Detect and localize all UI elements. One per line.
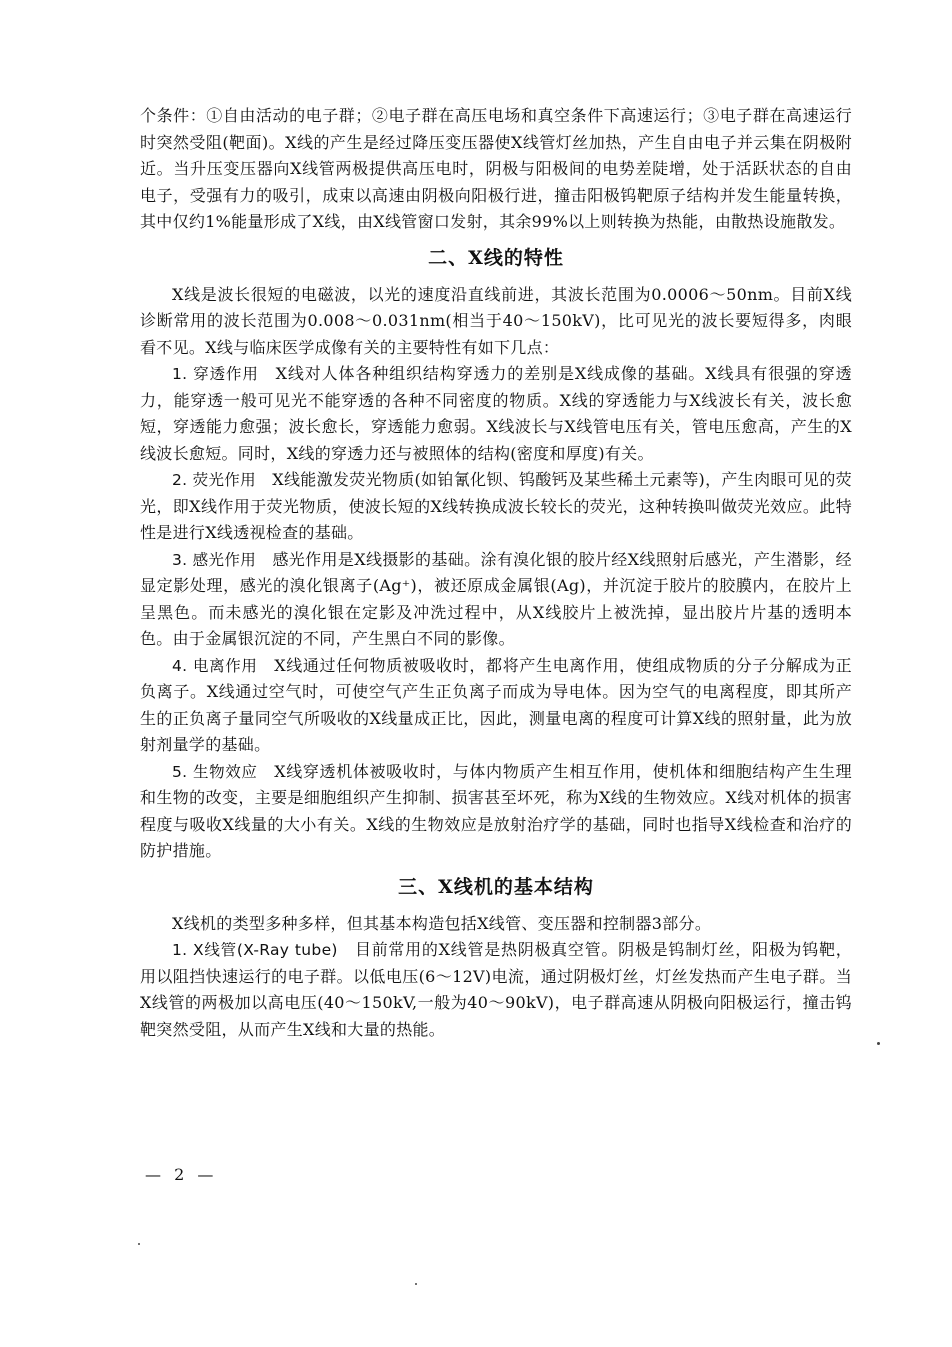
- section-heading-structure: 三、X线机的基本结构: [398, 875, 594, 898]
- document-page: [140, 103, 852, 1043]
- list-item: [140, 937, 852, 1043]
- page-number: — 2 —: [145, 1165, 218, 1184]
- item-label: 5. 生物效应: [172, 762, 258, 781]
- item-text: X线能激发荧光物质(如铂氰化钡、钨酸钙及某些稀土元素等)，产生肉眼可见的荧光，即X线作用于荧光物质，使波长短的X线转换成波长较长的荧光，这种转换叫做荧光效应。此特性是进行X线透视检查的基础。: [140, 470, 852, 542]
- scan-speck: [138, 1243, 140, 1245]
- item-label: 3. 感光作用: [172, 550, 257, 569]
- item-text: 感光作用是X线摄影的基础。涂有溴化银的胶片经X线照射后感光，产生潜影，经显定影处理，感光的溴化银离子(Ag⁺)，被还原成金属银(Ag)，并沉淀于胶片的胶膜内，在胶片上呈黑色。而未感光的溴化银在定影及冲洗过程中，从X线胶片上被洗掉，显出胶片片基的透明本色。由于金属银沉淀的不同，产生黑白不同的影像。: [140, 549, 852, 648]
- item-text: X线对人体各种组织结构穿透力的差别是X线成像的基础。X线具有很强的穿透力，能穿透一般可见光不能穿透的各种不同密度的物质。X线的穿透能力与X线波长有关，波长愈短，穿透能力愈强；波长愈长，穿透能力愈弱。X线波长与X线管电压有关，管电压愈高，产生的X线波长愈短。同时，X线的穿透力还与被照体的结构(密度和厚度)有关。: [140, 364, 852, 463]
- scan-speck: [877, 1042, 880, 1045]
- list-item: [140, 361, 852, 467]
- item-text: X线通过任何物质被吸收时，都将产生电离作用，使组成物质的分子分解成为正负离子。X线通过空气时，可使空气产生正负离子而成为导电体。因为空气的电离程度，即其所产生的正负离子量同空气所吸收的X线量成正比，因此，测量电离的程度可计算X线的照射量，此为放射剂量学的基础。: [140, 655, 852, 754]
- item-label: 1. 穿透作用: [172, 365, 259, 383]
- section-intro-paragraph: X线机的类型多种多样，但其基本构造包括X线管、变压器和控制器3部分。: [172, 913, 712, 933]
- list-item: [140, 653, 852, 759]
- list-item: [140, 547, 852, 653]
- item-label: 2. 荧光作用: [172, 471, 256, 489]
- item-label: 1. X线管(X-Ray tube): [172, 941, 338, 959]
- list-item: [140, 759, 852, 865]
- scan-speck: [415, 1283, 417, 1285]
- item-label: 4. 电离作用: [172, 656, 258, 675]
- intro-paragraph: 个条件：①自由活动的电子群；②电子群在高压电场和真空条件下高速运行；③电子群在高速运行时突然受阻(靶面)。X线的产生是经过降压变压器使X线管灯丝加热，产生自由电子并云集在阴极附近。当升压变压器向X线管两极提供高压电时，阴极与阳极间的电势差陡增，处于活跃状态的自由电子，受强有力的吸引，成束以高速由阴极向阳极行进，撞击阳极钨靶原子结构并发生能量转换，其中仅约1%能量形成了X线，由X线管窗口发射，其余99%以上则转换为热能，由散热设施散发。: [140, 106, 852, 231]
- item-text: 目前常用的X线管是热阴极真空管。阴极是钨制灯丝，阳极为钨靶，用以阻挡快速运行的电子群。以低电压(6～12V)电流，通过阴极灯丝，灯丝发热而产生电子群。当X线管的两极加以高电压(40～150kV,一般为40～90kV)，电子群高速从阴极向阳极运行，撞击钨靶突然受阻，从而产生X线和大量的热能。: [140, 940, 852, 1039]
- item-text: X线穿透机体被吸收时，与体内物质产生相互作用，使机体和细胞结构产生生理和生物的改变，主要是细胞组织产生抑制、损害甚至坏死，称为X线的生物效应。X线对机体的损害程度与吸收X线量的大小有关。X线的生物效应是放射治疗学的基础，同时也指导X线检查和治疗的防护措施。: [140, 761, 852, 860]
- list-item: [140, 467, 852, 547]
- section-intro-paragraph: X线是波长很短的电磁波，以光的速度沿直线前进，其波长范围为0.0006～50nm。目前X线诊断常用的波长范围为0.008～0.031nm(相当于40～150kV)，比可见光的波长要短得多，肉眼看不见。X线与临床医学成像有关的主要特性有如下几点：: [140, 284, 852, 357]
- section-heading-characteristics: 二、X线的特性: [428, 246, 564, 269]
